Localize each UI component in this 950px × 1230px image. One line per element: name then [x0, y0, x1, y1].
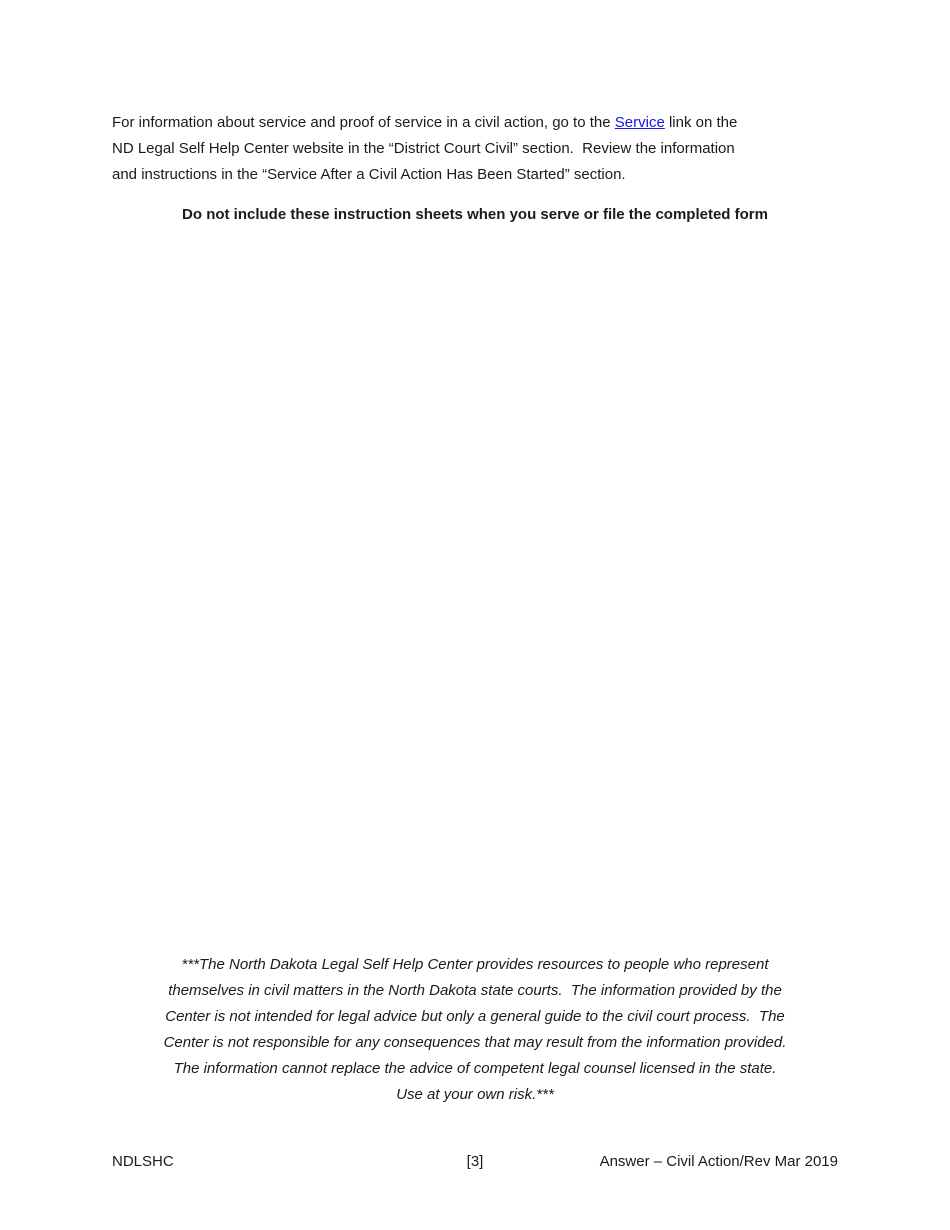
disclaimer-line: themselves in civil matters in the North Dakota state courts. The information provided by the [168, 982, 782, 999]
do-not-include-notice: Do not include these instruction sheets when you serve or file the completed form [182, 206, 768, 223]
intro-line-1-before-link: For information about service and proof of service in a civil action, go to the [112, 114, 615, 131]
disclaimer-line: Center is not intended for legal advice but only a general guide to the civil court process. The [165, 1008, 785, 1025]
disclaimer-line: Center is not responsible for any consequences that may result from the information provided. [163, 1034, 787, 1051]
disclaimer-line: The information cannot replace the advice of competent legal counsel licensed in the state. [173, 1060, 777, 1077]
intro-line-1-after-link: link on the [664, 114, 738, 131]
intro-line-2: ND Legal Self Help Center website in the “District Court Civil” section. Review the information [112, 140, 735, 157]
intro-paragraph [112, 110, 737, 188]
disclaimer-line: ***The North Dakota Legal Self Help Center provides resources to people who represent [181, 956, 769, 973]
intro-line-1 [112, 110, 737, 136]
footer-page-number: [3] [466, 1153, 484, 1170]
disclaimer-paragraph [0, 952, 950, 1108]
footer-org-label: NDLSHC [112, 1153, 174, 1170]
page-footer [0, 1152, 950, 1172]
footer-doc-title: Answer – Civil Action/Rev Mar 2019 [599, 1153, 838, 1170]
intro-line-3: and instructions in the “Service After a Civil Action Has Been Started” section. [112, 166, 626, 183]
disclaimer-line: Use at your own risk.*** [396, 1086, 554, 1103]
service-link[interactable]: Service [614, 114, 665, 131]
